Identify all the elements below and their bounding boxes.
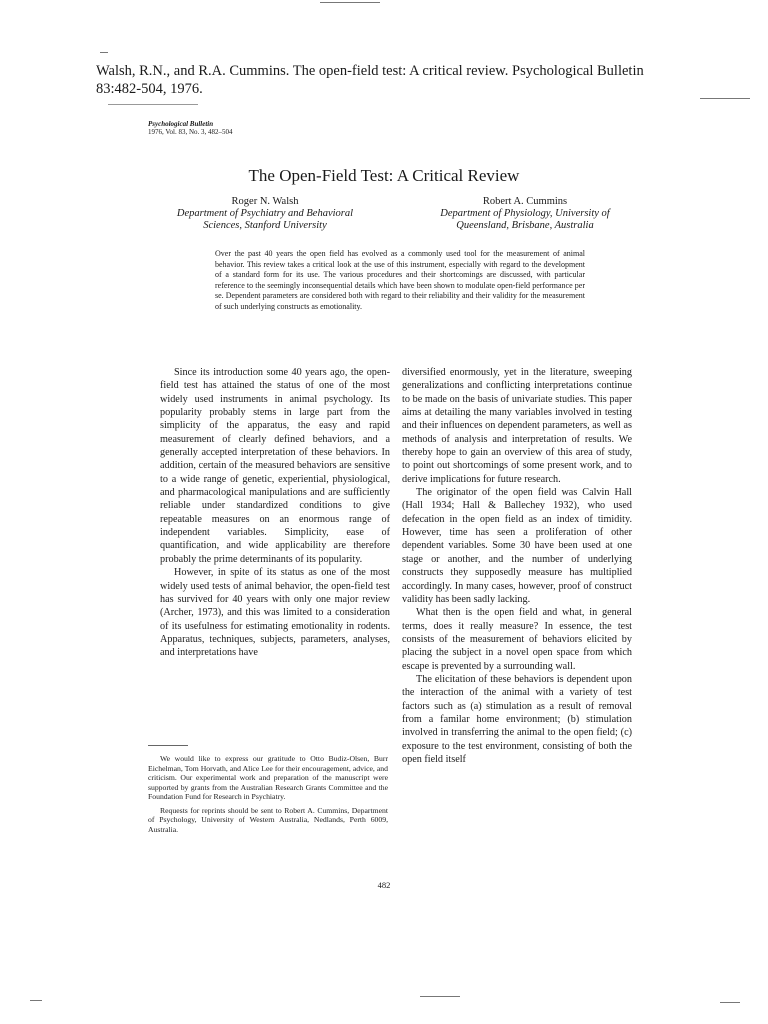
author-block-1 (140, 196, 390, 232)
body-paragraph: What then is the open field and what, in general terms, does it really measure? In essence, the test consists of the measurement of behaviors elicited by placing the subject in a novel open space from which escape is prevented by a surrounding wall. (402, 607, 632, 672)
body-column-left (160, 366, 390, 660)
citation-line-1: Walsh, R.N., and R.A. Cummins. The open-field test: A critical review. Psychological Bulletin (96, 63, 644, 79)
body-paragraph: The originator of the open field was Calvin Hall (Hall 1934; Hall & Ballechey 1932), who used defecation in the open field as an index of timidity. However, time has seen a proliferation of other dependent variables. Some 30 have been used at one stage or another, and the number of underlying constructs they supposedly measure has multiplied accordingly. In many cases, however, proof of construct validity has been sadly lacking. (402, 487, 632, 605)
footnote (148, 754, 388, 838)
author-affiliation: Queensland, Brisbane, Australia (456, 220, 594, 231)
author-block-2 (400, 196, 650, 232)
scan-speck (100, 52, 108, 53)
scan-speck (320, 2, 380, 3)
scan-speck (720, 1002, 740, 1003)
body-column-right (402, 366, 632, 766)
author-name: Roger N. Walsh (231, 196, 299, 207)
author-name: Robert A. Cummins (482, 196, 568, 207)
body-paragraph: Since its introduction some 40 years ago, the open-field test has attained the status of one of the most widely used instruments in animal psychology. Its popularity probably stems in large part from the simplicity of the apparatus, the easy and rapid measurement of clearly defined behaviors, and a generally accepted interpretation of these behaviors. In addition, certain of the measured behaviors are sensitive to a wide range of genetic, experiential, physiological, and pharmacological manipulations and are sufficiently reliable under standardized conditions to give repeatable measures on an enormous range of independent variables. Simplicity, ease of quantification, and wide applicability are therefore probably the prime determinants of its popularity. (160, 367, 390, 565)
body-paragraph: The elicitation of these behaviors is dependent upon the interaction of the animal with a variety of test factors such as (a) stimulation as a result of removal from a familar home environment; (b) stimulation involved in transferring the animal to the open field; (c) exposure to the test environment, consisting of both the open field itself (402, 673, 632, 765)
scan-speck (108, 104, 198, 105)
citation-line-2: 83:482-504, 1976. (96, 81, 203, 97)
paper-title: The Open-Field Test: A Critical Review (248, 166, 520, 185)
journal-info: 1976, Vol. 83, No. 3, 482–504 (148, 128, 233, 136)
footnote-paragraph: Requests for reprints should be sent to Robert A. Cummins, Department of Psychology, University of Western Australia, Nedlands, Perth 6009, Australia. (148, 805, 388, 834)
body-paragraph: However, in spite of its status as one of the most widely used tests of animal behavior, the open-field test has survived for 40 years with only one major review (Archer, 1973), and this was limited to a consideration of its usefulness for estimating emotionality in rodents. Apparatus, techniques, subjects, parameters, analyses, and interpretations have (160, 567, 390, 659)
page-number: 482 (377, 880, 391, 890)
journal-header (148, 120, 233, 136)
author-affiliation: Department of Psychiatry and Behavioral (176, 208, 354, 219)
footnote-paragraph: We would like to express our gratitude to Otto Budiz-Olsen, Burr Eichelman, Tom Horvath, and Alice Lee for their encouragement, advice, and criticism. Our experimental work and preparation of the manuscript were supported by grants from the Australian Research Grants Committee and the Foundation Fund for Research in Psychiatry. (148, 754, 388, 801)
abstract: Over the past 40 years the open field has evolved as a commonly used tool for the measurement of animal behavior. This review takes a critical look at the use of this instrument, especially with regard to the development of a standard form for its use. The various procedures and their shortcomings are discussed, with particular reference to the seemingly inconsequential details which have been shown to modulate open-field performance per se. Dependent parameters are considered both with regard to their reliability and their validity for the measurement of such underlying constructs as emotionality. (215, 249, 585, 311)
scan-speck (30, 1000, 42, 1001)
citation (96, 62, 716, 98)
body-paragraph: diversified enormously, yet in the literature, sweeping generalizations and conflicting interpretations continue to be made on the basis of univariate studies. This paper aims at detailing the many variables involved in testing and their influences on dependent parameters, as well as methods of analysis and interpretation of results. We thereby hope to gain an overview of this area of study, to point out shortcomings of some present work, and to derive implications for future research. (402, 367, 632, 485)
footnote-divider (148, 745, 188, 746)
journal-name: Psychological Bulletin (148, 120, 214, 128)
author-affiliation: Sciences, Stanford University (203, 220, 327, 231)
scan-speck (420, 996, 460, 997)
author-affiliation: Department of Physiology, University of (440, 208, 610, 219)
scan-speck (700, 98, 750, 99)
